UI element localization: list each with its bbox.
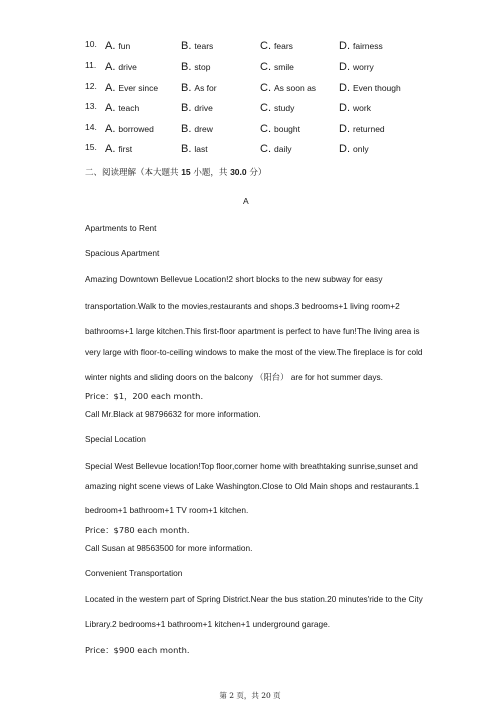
answer-option bbox=[339, 98, 371, 116]
option-text: teach bbox=[118, 103, 140, 113]
option-letter: D. bbox=[339, 82, 350, 94]
ad-price: Price：$900 each month. bbox=[85, 645, 190, 655]
ad-contact: Call Mr.Black at 98796632 for more information. bbox=[85, 409, 261, 419]
question-number: 11. bbox=[85, 60, 97, 70]
question-number: 13. bbox=[85, 101, 97, 111]
option-text: last bbox=[194, 144, 208, 154]
option-letter: C. bbox=[260, 40, 271, 52]
ad-heading: Convenient Transportation bbox=[85, 568, 183, 578]
ad-price: Price：$780 each month. bbox=[85, 525, 190, 535]
option-text: stop bbox=[194, 62, 211, 72]
answer-option bbox=[105, 36, 130, 54]
option-text: smile bbox=[274, 62, 294, 72]
option-text: Ever since bbox=[118, 83, 159, 93]
option-text: returned bbox=[353, 124, 385, 134]
question-row bbox=[0, 139, 500, 155]
answer-option bbox=[260, 119, 300, 137]
answer-option bbox=[181, 78, 217, 96]
answer-option bbox=[260, 57, 294, 75]
question-count: 15 bbox=[181, 167, 191, 177]
answer-option bbox=[339, 57, 374, 75]
option-text: borrowed bbox=[118, 124, 154, 134]
option-text: drew bbox=[194, 124, 213, 134]
option-text: only bbox=[353, 144, 369, 154]
option-text: Even though bbox=[353, 83, 401, 93]
option-letter: B. bbox=[181, 40, 192, 52]
page-footer: 第 2 页，共 20 页 bbox=[219, 691, 281, 700]
option-text: drive bbox=[194, 103, 213, 113]
option-letter: A. bbox=[105, 123, 116, 135]
answer-option bbox=[339, 119, 385, 137]
answer-option bbox=[339, 36, 383, 54]
answer-option bbox=[181, 57, 210, 75]
answer-option bbox=[260, 98, 294, 116]
option-text: tears bbox=[194, 41, 214, 51]
ad-text-line: winter nights and sliding doors on the balcony （阳台） are for hot summer days. bbox=[85, 372, 383, 382]
option-text: fairness bbox=[353, 41, 383, 51]
heading-text: 分） bbox=[246, 168, 267, 178]
option-letter: C. bbox=[260, 143, 271, 155]
option-letter: C. bbox=[260, 102, 271, 114]
answer-option bbox=[260, 139, 291, 157]
heading-text: 小题，共 bbox=[190, 168, 231, 178]
option-text: daily bbox=[274, 144, 292, 154]
question-number: 14. bbox=[85, 122, 97, 132]
answer-option bbox=[105, 119, 154, 137]
total-score: 30.0 bbox=[230, 167, 247, 177]
answer-option bbox=[181, 98, 213, 116]
ad-text-line: Library.2 bedrooms+1 bathroom+1 kitchen+1 underground garage. bbox=[85, 619, 330, 629]
ad-text-line: Located in the western part of Spring District.Near the bus station.20 minutes'ride to the City bbox=[85, 594, 423, 604]
option-letter: B. bbox=[181, 102, 192, 114]
option-letter: A. bbox=[105, 40, 116, 52]
option-letter: B. bbox=[181, 123, 192, 135]
question-number: 12. bbox=[85, 81, 97, 91]
option-text: As soon as bbox=[274, 83, 317, 93]
ad-price: Price：$1，200 each month. bbox=[85, 391, 204, 401]
ad-heading: Special Location bbox=[85, 434, 146, 444]
option-text: fun bbox=[118, 41, 131, 51]
option-text: drive bbox=[118, 62, 137, 72]
section-heading bbox=[85, 166, 266, 178]
answer-option bbox=[105, 57, 137, 75]
question-number: 10. bbox=[85, 39, 97, 49]
option-letter: A. bbox=[105, 143, 116, 155]
answer-option bbox=[105, 139, 132, 157]
answer-option bbox=[339, 78, 401, 96]
option-letter: A. bbox=[105, 82, 116, 94]
option-text: As for bbox=[194, 83, 217, 93]
heading-text: 二、阅读理解（本大题共 bbox=[85, 168, 182, 178]
option-text: work bbox=[353, 103, 371, 113]
ad-text-line: Special West Bellevue location!Top floor,corner home with breathtaking sunrise,sunset and bbox=[85, 461, 418, 471]
chinese-gloss: （阳台） bbox=[255, 372, 289, 382]
question-row bbox=[0, 98, 500, 114]
option-text: bought bbox=[274, 124, 300, 134]
question-row bbox=[0, 78, 500, 94]
option-letter: B. bbox=[181, 61, 192, 73]
option-letter: D. bbox=[339, 102, 350, 114]
option-letter: A. bbox=[105, 61, 116, 73]
option-text: worry bbox=[353, 62, 374, 72]
answer-option bbox=[339, 139, 369, 157]
ad-text-line: bedroom+1 bathroom+1 TV room+1 kitchen. bbox=[85, 505, 249, 515]
passage-label: A bbox=[243, 196, 249, 206]
question-number: 15. bbox=[85, 142, 97, 152]
option-letter: C. bbox=[260, 82, 271, 94]
passage-title: Apartments to Rent bbox=[85, 223, 157, 233]
ad-text-line: transportation.Walk to the movies,restaurants and shops.3 bedrooms+1 living room+2 bbox=[85, 301, 400, 311]
ad-contact: Call Susan at 98563500 for more information. bbox=[85, 543, 253, 553]
answer-option bbox=[105, 98, 139, 116]
option-text: fears bbox=[274, 41, 293, 51]
answer-option bbox=[181, 36, 213, 54]
option-letter: C. bbox=[260, 61, 271, 73]
question-row bbox=[0, 119, 500, 135]
option-letter: D. bbox=[339, 61, 350, 73]
question-row bbox=[0, 36, 500, 52]
ad-heading: Spacious Apartment bbox=[85, 248, 160, 258]
option-letter: D. bbox=[339, 40, 350, 52]
option-letter: D. bbox=[339, 123, 350, 135]
question-row bbox=[0, 57, 500, 73]
option-letter: B. bbox=[181, 82, 192, 94]
ad-text-line: bathrooms+1 large kitchen.This first-floor apartment is perfect to have fun!The living area is bbox=[85, 326, 420, 336]
ad-text-line: Amazing Downtown Bellevue Location!2 short blocks to the new subway for easy bbox=[85, 274, 383, 284]
option-text: study bbox=[274, 103, 295, 113]
answer-option bbox=[260, 36, 293, 54]
option-letter: C. bbox=[260, 123, 271, 135]
answer-option bbox=[181, 139, 208, 157]
option-letter: A. bbox=[105, 102, 116, 114]
option-letter: D. bbox=[339, 143, 350, 155]
ad-text-line: amazing night scene views of Lake Washington.Close to Old Main shops and restaurants.1 bbox=[85, 481, 420, 491]
option-letter: B. bbox=[181, 143, 192, 155]
answer-option bbox=[105, 78, 158, 96]
ad-text-line: very large with floor-to-ceiling windows to make the most of the view.The fireplace is for cold bbox=[85, 347, 423, 357]
answer-option bbox=[181, 119, 213, 137]
answer-option bbox=[260, 78, 316, 96]
option-text: first bbox=[118, 144, 133, 154]
